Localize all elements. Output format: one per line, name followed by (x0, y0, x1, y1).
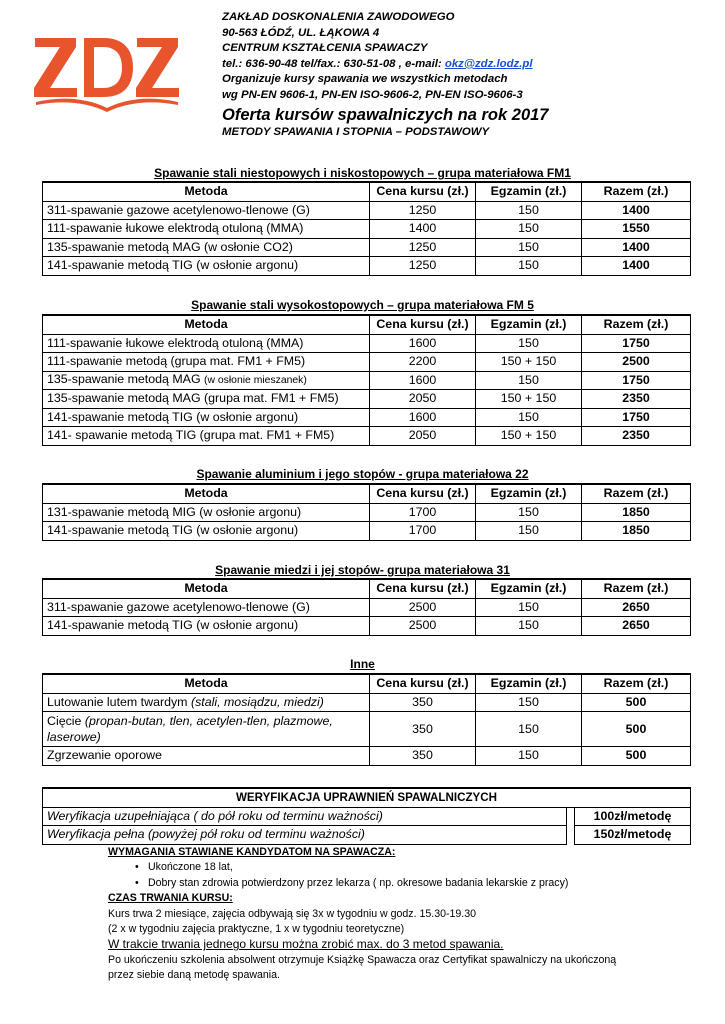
col-price: Cena kursu (zł.) (370, 484, 476, 503)
section-title-aluminium: Spawanie aluminium i jego stopów - grupa materiałowa 22 (196, 467, 529, 481)
col-total: Razem (zł.) (582, 484, 691, 503)
header-line-2: 90-563 ŁÓDŹ, UL. ŁĄKOWA 4 (222, 26, 380, 39)
method-cell: 111-spawanie metodą (grupa mat. FM1 + FM5) (43, 353, 370, 372)
table-row (43, 617, 691, 636)
col-exam: Egzamin (zł.) (476, 674, 582, 693)
price-cell: 2050 (370, 390, 476, 409)
price-cell: 1700 (370, 503, 476, 522)
col-total: Razem (zł.) (582, 182, 691, 201)
price-cell: 1250 (370, 257, 476, 276)
method-cell: 135-spawanie metodą MAG (w osłonie CO2) (43, 238, 370, 257)
verification-value: 100zł/metodę (575, 807, 691, 826)
table-row (43, 522, 691, 541)
price-table-copper (42, 578, 691, 636)
price-table-aluminium (42, 483, 691, 541)
contact-text: tel.: 636-90-48 tel/fax.: 630-51-08 , e-mail: (222, 57, 445, 70)
method-cell: 135-spawanie metodą MAG (grupa mat. FM1 + FM5) (43, 390, 370, 409)
col-method: Metoda (43, 182, 370, 201)
table-row (43, 427, 691, 446)
section-title-copper: Spawanie miedzi i jej stopów- grupa materiałowa 31 (215, 563, 510, 577)
method-cell (43, 712, 370, 747)
duration-line: (2 x w tygodniu zajęcia praktyczne, 1 x w tygodniu teoretyczne) (108, 923, 405, 936)
exam-cell: 150 (476, 503, 582, 522)
methods-note: W trakcie trwania jednego kursu można zrobić max. do 3 metod spawania. (108, 937, 504, 952)
total-cell: 1850 (582, 522, 691, 541)
duration-title: CZAS TRWANIA KURSU: (108, 892, 233, 905)
price-cell: 350 (370, 693, 476, 712)
list-item: • Ukończone 18 lat, (148, 860, 708, 875)
requirements (108, 845, 708, 984)
table-row (43, 353, 691, 372)
table-row (43, 693, 691, 712)
exam-cell: 150 (476, 201, 582, 220)
col-total: Razem (zł.) (582, 674, 691, 693)
table-row (43, 503, 691, 522)
table-row (43, 201, 691, 220)
table-row (43, 598, 691, 617)
price-cell: 1600 (370, 334, 476, 353)
col-method: Metoda (43, 315, 370, 334)
method-cell: 141-spawanie metodą TIG (w osłonie argonu) (43, 257, 370, 276)
table-row (43, 408, 691, 427)
price-cell: 350 (370, 747, 476, 766)
contact-line (222, 57, 712, 73)
col-price: Cena kursu (zł.) (370, 674, 476, 693)
total-cell: 2500 (582, 353, 691, 372)
table-row (43, 807, 691, 826)
method-cell: 141- spawanie metodą TIG (grupa mat. FM1 + FM5) (43, 427, 370, 446)
header-line-4: Organizuje kursy spawania we wszystkich metodach (222, 73, 508, 86)
price-cell: 1250 (370, 201, 476, 220)
method-cell: 111-spawanie łukowe elektrodą otuloną (MMA) (43, 334, 370, 353)
requirements-list (108, 860, 708, 891)
col-exam: Egzamin (zł.) (476, 315, 582, 334)
total-cell: 1550 (582, 220, 691, 239)
table-row (43, 334, 691, 353)
total-cell: 1400 (582, 257, 691, 276)
duration-line: Kurs trwa 2 miesiące, zajęcia odbywają się 3x w tygodniu w godz. 15.30-19.30 (108, 907, 477, 920)
total-cell: 500 (582, 693, 691, 712)
zdz-logo (32, 32, 182, 118)
col-price: Cena kursu (zł.) (370, 579, 476, 598)
exam-cell: 150 (476, 712, 582, 747)
exam-cell: 150 (476, 257, 582, 276)
closing-line: przez siebie daną metodę spawania. (108, 969, 280, 982)
method-cell (43, 371, 370, 390)
price-cell: 2500 (370, 617, 476, 636)
method-text: Lutowanie lutem twardym (47, 694, 191, 709)
method-note: (propan-butan, tlen, acetylen-tlen, plazmowe, laserowe) (47, 714, 333, 744)
price-cell: 1700 (370, 522, 476, 541)
price-table-fm1 (42, 181, 691, 276)
price-cell: 1600 (370, 371, 476, 390)
exam-cell: 150 + 150 (476, 427, 582, 446)
list-item: • Dobry stan zdrowia potwierdzony przez lekarza ( np. okresowe badania lekarskie z pracy) (148, 876, 708, 891)
total-cell: 1850 (582, 503, 691, 522)
email-link[interactable]: okz@zdz.lodz.pl (444, 57, 533, 70)
method-note: (w osłonie mieszanek) (204, 375, 307, 387)
method-cell (43, 693, 370, 712)
method-cell: 141-spawanie metodą TIG (w osłonie argonu) (43, 408, 370, 427)
method-cell: 311-spawanie gazowe acetylenowo-tlenowe (G) (43, 598, 370, 617)
page-subtitle: METODY SPAWANIA I STOPNIA – PODSTAWOWY (222, 125, 490, 138)
exam-cell: 150 (476, 220, 582, 239)
col-total: Razem (zł.) (582, 315, 691, 334)
price-cell: 1600 (370, 408, 476, 427)
total-cell: 1400 (582, 201, 691, 220)
exam-cell: 150 (476, 747, 582, 766)
table-row (43, 220, 691, 239)
col-exam: Egzamin (zł.) (476, 182, 582, 201)
exam-cell: 150 (476, 371, 582, 390)
exam-cell: 150 + 150 (476, 390, 582, 409)
col-method: Metoda (43, 484, 370, 503)
total-cell: 500 (582, 712, 691, 747)
table-row (43, 747, 691, 766)
verification-label: Weryfikacja uzupełniająca ( do pół roku od terminu ważności) (43, 807, 567, 826)
total-cell: 1750 (582, 334, 691, 353)
verification-title: WERYFIKACJA UPRAWNIEŃ SPAWALNICZYCH (43, 788, 691, 807)
table-row (43, 238, 691, 257)
section-title-other: Inne (350, 657, 375, 671)
method-text: Cięcie (47, 714, 85, 728)
price-table-fm5 (42, 314, 691, 446)
method-cell: 111-spawanie łukowe elektrodą otuloną (MMA) (43, 220, 370, 239)
exam-cell: 150 (476, 238, 582, 257)
table-row (43, 390, 691, 409)
exam-cell: 150 (476, 334, 582, 353)
col-method: Metoda (43, 674, 370, 693)
col-exam: Egzamin (zł.) (476, 579, 582, 598)
total-cell: 2650 (582, 598, 691, 617)
col-price: Cena kursu (zł.) (370, 315, 476, 334)
price-cell: 2500 (370, 598, 476, 617)
header (222, 10, 712, 140)
exam-cell: 150 (476, 617, 582, 636)
table-row (43, 371, 691, 390)
col-price: Cena kursu (zł.) (370, 182, 476, 201)
total-cell: 2650 (582, 617, 691, 636)
header-line-3: CENTRUM KSZTAŁCENIA SPAWACZY (222, 42, 428, 55)
price-table-other (42, 673, 691, 766)
verification-label: Weryfikacja pełna (powyżej pół roku od terminu ważności) (43, 826, 567, 845)
method-text: 135-spawanie metodą MAG (47, 372, 205, 387)
header-line-1: ZAKŁAD DOSKONALENIA ZAWODOWEGO (222, 11, 455, 23)
total-cell: 2350 (582, 390, 691, 409)
total-cell: 2350 (582, 427, 691, 446)
total-cell: 1750 (582, 408, 691, 427)
table-row (43, 712, 691, 747)
method-cell: 141-spawanie metodą TIG (w osłonie argonu) (43, 522, 370, 541)
method-cell: Zgrzewanie oporowe (43, 747, 370, 766)
price-cell: 1250 (370, 238, 476, 257)
table-row (43, 826, 691, 845)
method-cell: 141-spawanie metodą TIG (w osłonie argonu) (43, 617, 370, 636)
price-cell: 2050 (370, 427, 476, 446)
total-cell: 1750 (582, 371, 691, 390)
col-method: Metoda (43, 579, 370, 598)
price-cell: 2200 (370, 353, 476, 372)
verification-table (42, 787, 691, 845)
exam-cell: 150 (476, 522, 582, 541)
exam-cell: 150 + 150 (476, 353, 582, 372)
verification-value: 150zł/metodę (575, 826, 691, 845)
closing-line: Po ukończeniu szkolenia absolwent otrzymuje Książkę Spawacza oraz Certyfikat spawalniczy na ukończoną (108, 953, 617, 966)
page-title: Oferta kursów spawalniczych na rok 2017 (222, 105, 549, 124)
price-cell: 350 (370, 712, 476, 747)
section-title-fm5: Spawanie stali wysokostopowych – grupa materiałowa FM 5 (191, 298, 534, 312)
col-exam: Egzamin (zł.) (476, 484, 582, 503)
exam-cell: 150 (476, 408, 582, 427)
total-cell: 500 (582, 747, 691, 766)
method-cell: 311-spawanie gazowe acetylenowo-tlenowe (G) (43, 201, 370, 220)
method-note: (stali, mosiądzu, miedzi) (190, 694, 324, 709)
header-line-5: wg PN-EN 9606-1, PN-EN ISO-9606-2, PN-EN ISO-9606-3 (222, 88, 523, 101)
table-row (43, 257, 691, 276)
exam-cell: 150 (476, 693, 582, 712)
price-cell: 1400 (370, 220, 476, 239)
section-title-fm1: Spawanie stali niestopowych i niskostopowych – grupa materiałowa FM1 (154, 166, 571, 180)
total-cell: 1400 (582, 238, 691, 257)
method-cell: 131-spawanie metodą MIG (w osłonie argonu) (43, 503, 370, 522)
exam-cell: 150 (476, 598, 582, 617)
col-total: Razem (zł.) (582, 579, 691, 598)
requirements-title: WYMAGANIA STAWIANE KANDYDATOM NA SPAWACZA: (108, 846, 396, 858)
